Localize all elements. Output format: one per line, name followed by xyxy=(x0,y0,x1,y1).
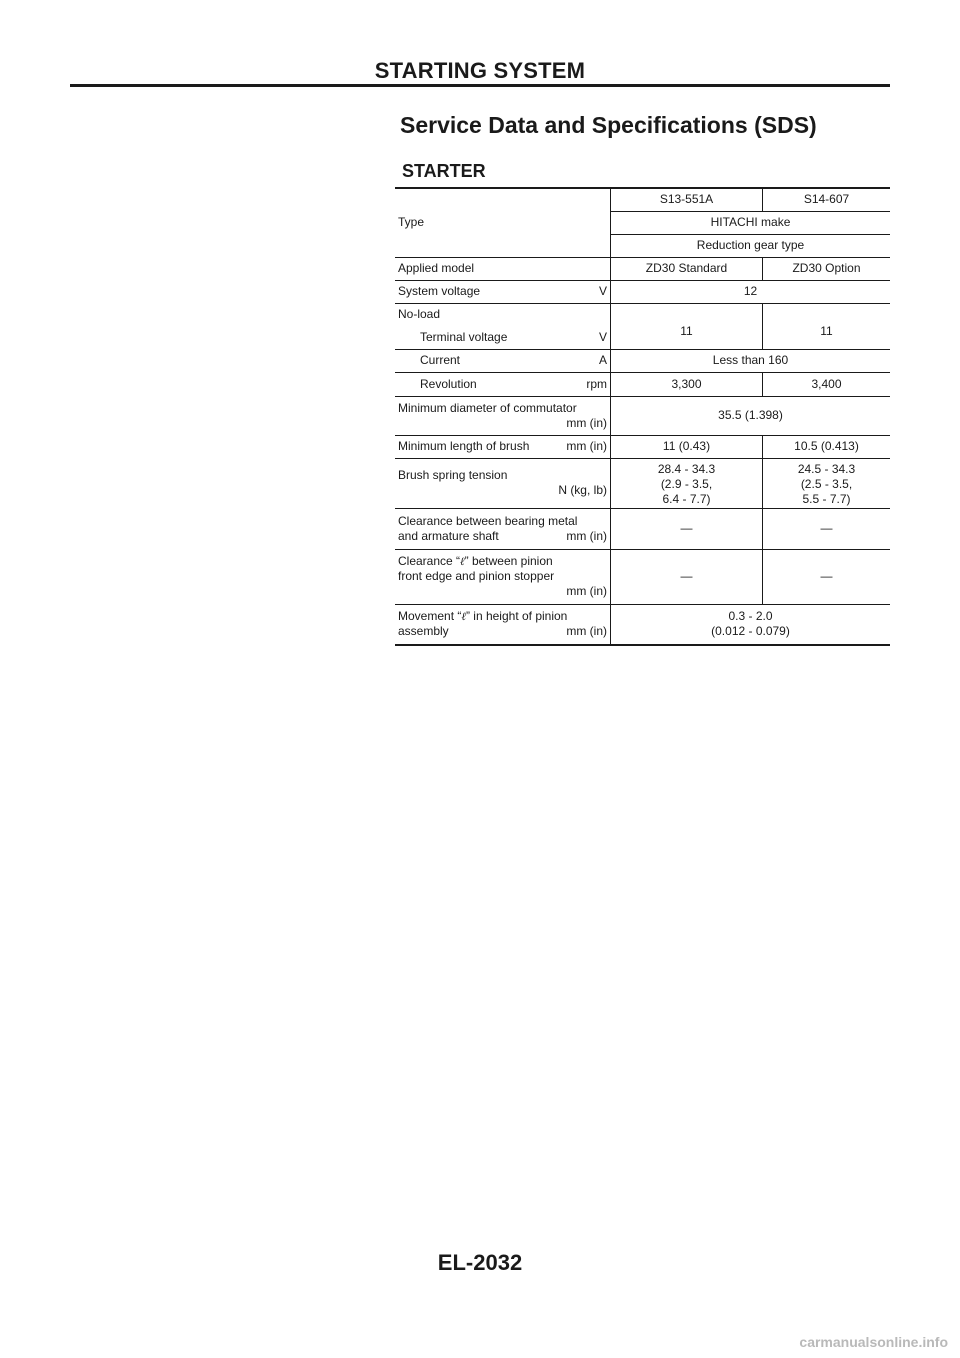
current-label: Current xyxy=(420,353,461,367)
movement-value: 0.3 - 2.0 (0.012 - 0.079) xyxy=(611,604,891,645)
brush-length-label-cell xyxy=(395,435,611,458)
header-rule xyxy=(70,84,890,87)
model-a: S13-551A xyxy=(611,188,763,211)
pinion-clearance-b: — xyxy=(763,549,891,604)
table-row xyxy=(395,280,890,303)
table-row xyxy=(395,604,890,645)
commutator-label: Minimum diameter of commutator xyxy=(398,400,577,415)
pinion-clearance-label-line2: front edge and pinion stopper xyxy=(398,569,555,583)
type-label: Type xyxy=(395,188,611,257)
movement-label-line1: Movement “ℓ” in height of pinion xyxy=(398,609,568,624)
commutator-value: 35.5 (1.398) xyxy=(611,396,891,435)
applied-model-a: ZD30 Standard xyxy=(611,257,763,280)
bearing-clearance-label-line2: and armature shaft xyxy=(398,528,499,543)
bearing-clearance-b: — xyxy=(763,508,891,549)
bearing-clearance-label-line1: Clearance between bearing metal xyxy=(398,513,578,528)
pinion-clearance-label-cell xyxy=(395,549,611,604)
pinion-clearance-unit: mm (in) xyxy=(566,584,607,598)
revolution-unit: rpm xyxy=(586,376,607,391)
system-voltage-value: 12 xyxy=(611,280,891,303)
section-title: STARTER xyxy=(402,161,486,181)
applied-model-label: Applied model xyxy=(395,257,611,280)
terminal-voltage-label: Terminal voltage xyxy=(420,329,508,344)
commutator-unit: mm (in) xyxy=(566,415,607,430)
page-header-title: STARTING SYSTEM xyxy=(374,58,586,83)
table-row xyxy=(395,396,890,435)
table-row xyxy=(395,257,890,280)
table-row xyxy=(395,458,890,508)
bearing-clearance-a: — xyxy=(611,508,763,549)
current-value: Less than 160 xyxy=(611,349,891,372)
bearing-clearance-unit: mm (in) xyxy=(566,528,607,543)
movement-unit: mm (in) xyxy=(566,624,607,639)
spring-tension-label: Brush spring tension xyxy=(398,468,508,482)
brush-length-b: 10.5 (0.413) xyxy=(763,435,891,458)
table-row xyxy=(395,549,890,604)
movement-label-line2: assembly xyxy=(398,624,449,639)
pinion-clearance-label-line1: Clearance “ℓ” between pinion xyxy=(398,554,553,568)
table-row xyxy=(395,188,890,211)
revolution-a: 3,300 xyxy=(611,372,763,396)
page-number: EL-2032 xyxy=(437,1250,523,1275)
pinion-clearance-a: — xyxy=(611,549,763,604)
spring-tension-b: 24.5 - 34.3 (2.5 - 3.5, 5.5 - 7.7) xyxy=(763,458,891,508)
starter-spec-table xyxy=(395,187,890,646)
gear-type-cell: Reduction gear type xyxy=(611,234,891,257)
terminal-voltage-a: 11 xyxy=(611,303,763,349)
current-label-cell xyxy=(395,349,611,372)
table-row xyxy=(395,435,890,458)
spring-tension-unit: N (kg, lb) xyxy=(558,483,607,497)
spring-tension-label-cell xyxy=(395,458,611,508)
watermark: carmanualsonline.info xyxy=(799,1334,948,1350)
ell-symbol: ℓ xyxy=(461,610,466,624)
terminal-voltage-unit: V xyxy=(598,329,607,344)
brush-length-label: Minimum length of brush xyxy=(398,439,530,453)
revolution-label: Revolution xyxy=(420,376,477,391)
system-voltage-label: System voltage xyxy=(398,284,481,298)
applied-model-b: ZD30 Option xyxy=(763,257,891,280)
revolution-label-cell xyxy=(395,372,611,396)
terminal-voltage-b: 11 xyxy=(763,303,891,349)
ell-symbol: ℓ xyxy=(460,555,465,568)
table-row xyxy=(395,349,890,372)
spring-tension-a: 28.4 - 34.3 (2.9 - 3.5, 6.4 - 7.7) xyxy=(611,458,763,508)
system-voltage-unit: V xyxy=(598,284,607,298)
current-unit: A xyxy=(598,353,607,367)
bearing-clearance-label-cell xyxy=(395,508,611,549)
movement-label-cell xyxy=(395,604,611,645)
brush-length-a: 11 (0.43) xyxy=(611,435,763,458)
no-load-label: No-load xyxy=(395,303,611,326)
table-row xyxy=(395,303,890,326)
table-row xyxy=(395,508,890,549)
brush-length-unit: mm (in) xyxy=(566,439,607,453)
make-cell: HITACHI make xyxy=(611,211,891,234)
model-b: S14-607 xyxy=(763,188,891,211)
terminal-voltage-label-cell xyxy=(395,326,611,349)
table-row xyxy=(395,372,890,396)
doc-title: Service Data and Specifications (SDS) xyxy=(400,112,817,138)
revolution-b: 3,400 xyxy=(763,372,891,396)
commutator-label-cell xyxy=(395,396,611,435)
system-voltage-label-cell xyxy=(395,280,611,303)
